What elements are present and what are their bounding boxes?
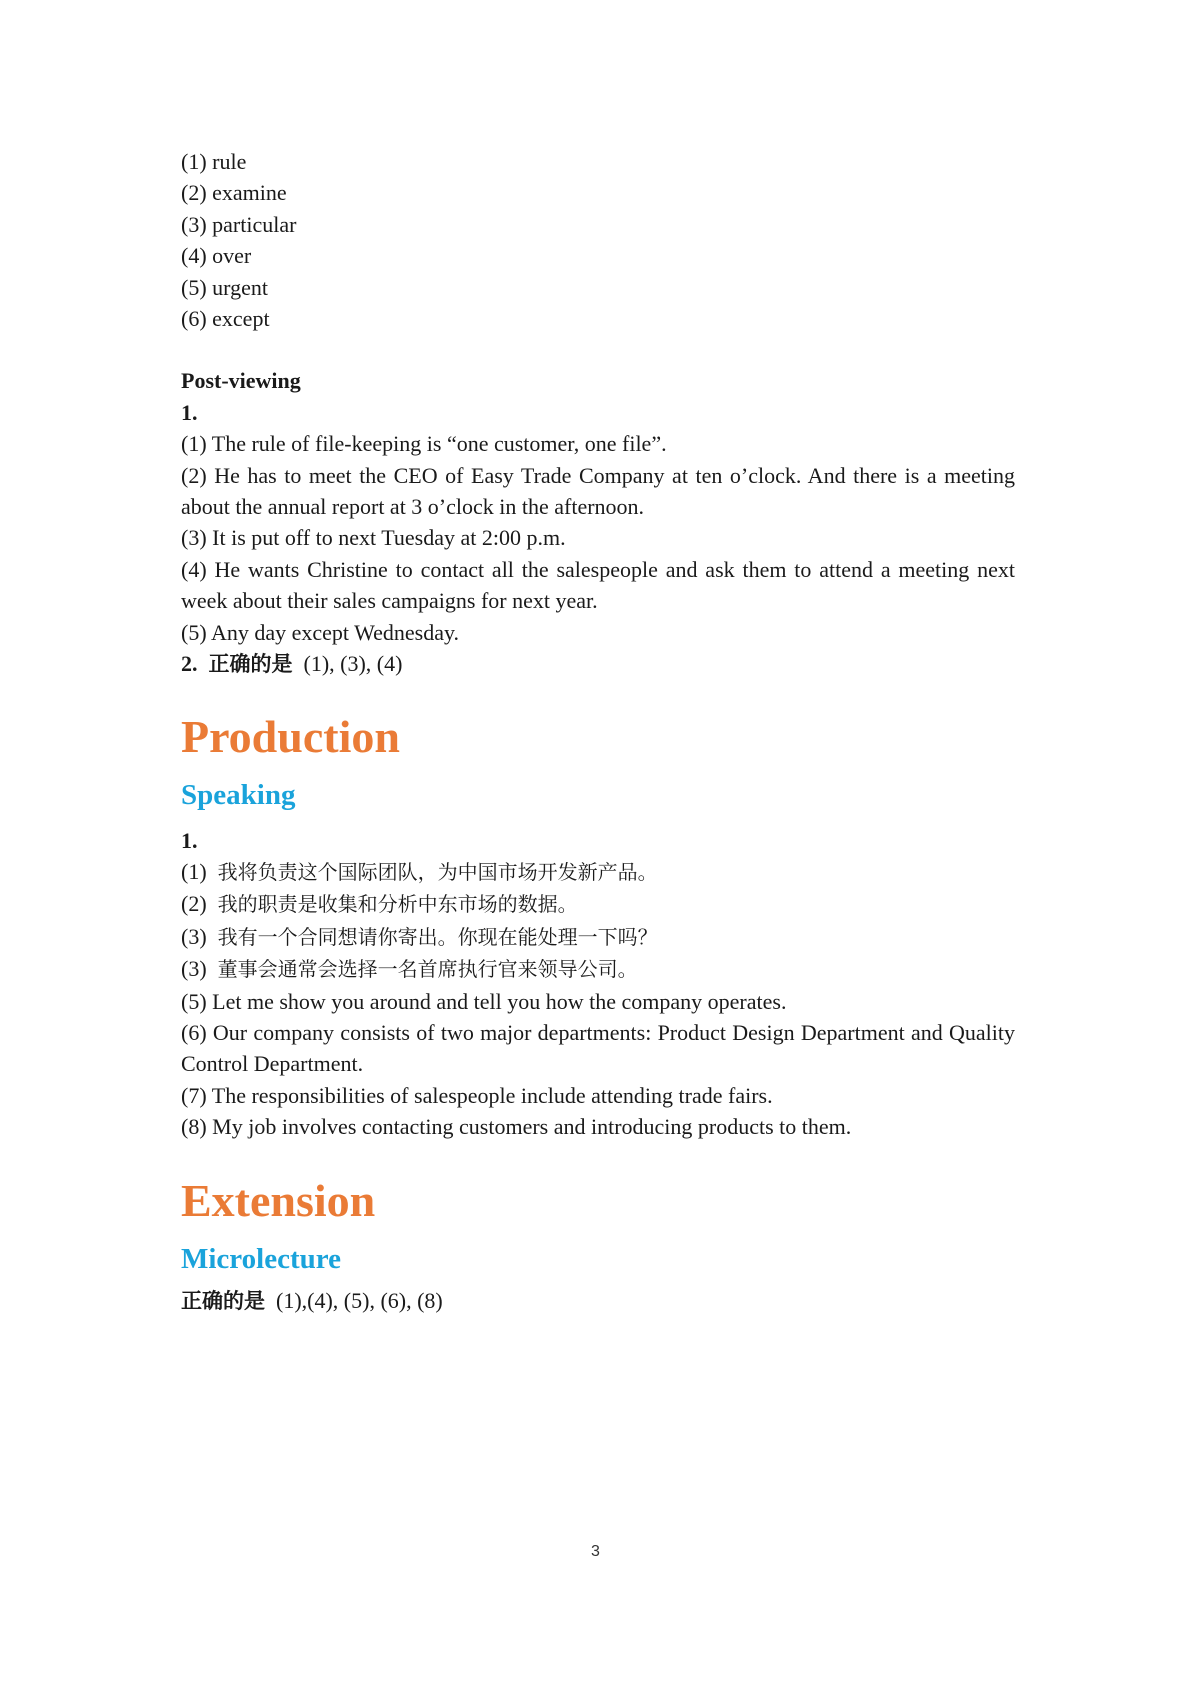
item-number: (6) (181, 1019, 207, 1045)
answer-item: (1) The rule of file-keeping is “one customer, one file”. (181, 431, 667, 457)
item-number: (8) (181, 1114, 207, 1140)
speaking-item (181, 856, 1015, 888)
vocabulary-item: (4) over (181, 243, 252, 269)
item-text: 董事会通常会选择一名首席执行官来领导公司。 (217, 957, 638, 982)
speaking-item (181, 1017, 1015, 1080)
post-viewing-section (181, 365, 1015, 680)
vocabulary-item: (5) urgent (181, 274, 268, 300)
question-2-label: 2. (181, 651, 198, 677)
correct-answers: (1), (3), (4) (303, 651, 403, 677)
correct-prefix: 正确的是 (181, 1288, 265, 1313)
speaking-item (181, 921, 1015, 953)
vocabulary-item: (1) rule (181, 149, 247, 174)
spacer (181, 813, 1015, 825)
vocabulary-item: (2) examine (181, 180, 287, 206)
item-text: My job involves contacting customers and introducing products to them. (212, 1114, 852, 1140)
item-number: (1) (181, 858, 207, 884)
spacer (181, 681, 1015, 711)
item-number: (3) (181, 956, 207, 982)
item-text: 我的职责是收集和分析中东市场的数据。 (217, 892, 578, 917)
question-2-answer (181, 648, 1015, 680)
answer-item: (2) He has to meet the CEO of Easy Trade Company at ten o’clock. And there is a meeting about the annual report at 3 o’clock in the afternoon. (181, 462, 1015, 520)
speaking-item (181, 888, 1015, 920)
item-number: (2) (181, 891, 207, 917)
speaking-item (181, 1080, 1015, 1111)
spacer (181, 1143, 1015, 1175)
speaking-section (181, 825, 1015, 1143)
item-text: Let me show you around and tell you how the company operates. (212, 988, 787, 1014)
page-number: 3 (591, 1543, 600, 1560)
answer-item: (5) Any day except Wednesday. (181, 619, 460, 645)
item-number: (3) (181, 923, 207, 949)
vocabulary-item: (6) except (181, 306, 270, 332)
speaking-title: Speaking (181, 778, 296, 811)
item-text: 我将负责这个国际团队，为中国市场开发新产品。 (217, 859, 658, 884)
item-number: (5) (181, 988, 207, 1014)
vocabulary-item: (3) particular (181, 211, 297, 237)
speaking-item (181, 986, 1015, 1017)
correct-answers: (1),(4), (5), (6), (8) (276, 1287, 443, 1313)
speaking-item (181, 953, 1015, 985)
item-text: Our company consists of two major departments: Product Design Department and Quality Control Department. (181, 1019, 1015, 1077)
speaking-item (181, 1111, 1015, 1142)
extension-title: Extension (181, 1174, 376, 1226)
correct-prefix: 正确的是 (208, 652, 293, 677)
spacer (181, 334, 1015, 365)
production-title: Production (181, 710, 400, 762)
item-text: 我有一个合同想请你寄出。你现在能处理一下吗？ (217, 924, 658, 949)
answer-item: (3) It is put off to next Tuesday at 2:00 p.m. (181, 525, 566, 551)
spacer (181, 763, 1015, 777)
item-number: (7) (181, 1082, 207, 1108)
item-text: The responsibilities of salespeople include attending trade fairs. (211, 1082, 773, 1108)
question-1-label: 1. (181, 827, 198, 853)
page-content (181, 146, 1015, 1317)
microlecture-title: Microlecture (181, 1242, 341, 1275)
vocabulary-list (181, 146, 1015, 334)
spacer (181, 1227, 1015, 1241)
speaking-items (181, 856, 1015, 1143)
spacer (181, 1277, 1015, 1285)
question-1-label: 1. (181, 399, 198, 425)
post-viewing-heading: Post-viewing (181, 368, 301, 394)
microlecture-answer (181, 1285, 1015, 1317)
answer-item: (4) He wants Christine to contact all the salespeople and ask them to attend a meeting next week about their sales campaigns for next year. (181, 556, 1015, 614)
